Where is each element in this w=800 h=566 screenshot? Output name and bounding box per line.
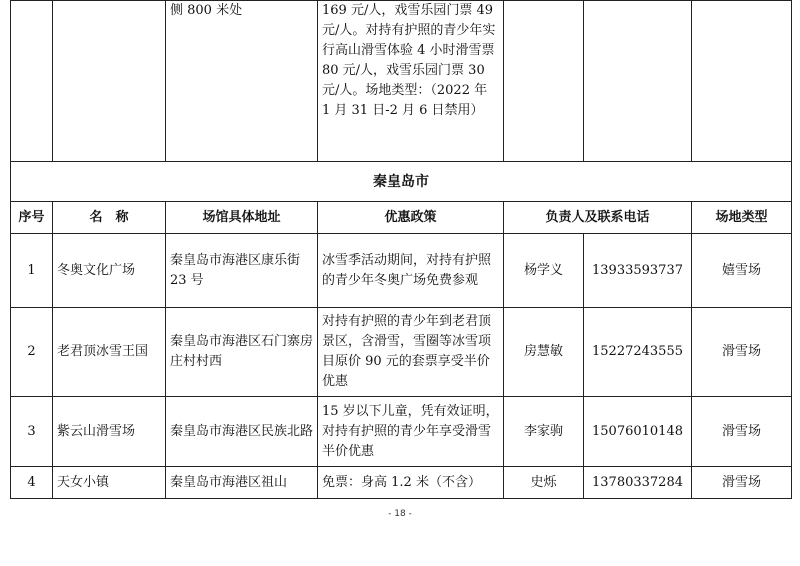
cell-name xyxy=(53,1,166,162)
cell-no xyxy=(11,1,53,162)
row-no: 2 xyxy=(11,308,53,397)
city-row xyxy=(11,162,792,202)
row-type: 滑雪场 xyxy=(692,397,792,467)
row-phone: 15076010148 xyxy=(584,397,692,467)
row-no: 1 xyxy=(11,234,53,308)
row-phone: 13780337284 xyxy=(584,467,692,499)
row-name: 老君顶冰雪王国 xyxy=(53,308,166,397)
continued-row xyxy=(11,1,792,162)
cell-person xyxy=(504,1,584,162)
row-no: 4 xyxy=(11,467,53,499)
row-person: 史烁 xyxy=(504,467,584,499)
table-row xyxy=(11,397,792,467)
header-name: 名 称 xyxy=(53,202,166,234)
row-address: 秦皇岛市海港区民族北路 xyxy=(166,397,318,467)
table-row xyxy=(11,467,792,499)
row-policy: 冰雪季活动期间，对持有护照的青少年冬奥广场免费参观 xyxy=(318,234,504,308)
cell-type xyxy=(692,1,792,162)
row-person: 杨学义 xyxy=(504,234,584,308)
header-policy: 优惠政策 xyxy=(318,202,504,234)
row-person: 李家驹 xyxy=(504,397,584,467)
row-type: 滑雪场 xyxy=(692,467,792,499)
city-title: 秦皇岛市 xyxy=(11,162,792,202)
table-row xyxy=(11,308,792,397)
cell-address: 侧 800 米处 xyxy=(166,1,318,162)
row-name: 天女小镇 xyxy=(53,467,166,499)
row-policy: 15 岁以下儿童，凭有效证明，对持有护照的青少年享受滑雪半价优惠 xyxy=(318,397,504,467)
header-type: 场地类型 xyxy=(692,202,792,234)
table-row xyxy=(11,234,792,308)
row-name: 紫云山滑雪场 xyxy=(53,397,166,467)
row-phone: 15227243555 xyxy=(584,308,692,397)
row-phone: 13933593737 xyxy=(584,234,692,308)
row-policy: 对持有护照的青少年到老君顶景区，含滑雪，雪圈等冰雪项目原价 90 元的套票享受半价优惠 xyxy=(318,308,504,397)
header-contact: 负责人及联系电话 xyxy=(504,202,692,234)
venue-table xyxy=(10,0,792,499)
row-name: 冬奥文化广场 xyxy=(53,234,166,308)
cell-phone xyxy=(584,1,692,162)
cell-policy: 169 元/人，戏雪乐园门票 49 元/人。对持有护照的青少年实行高山滑雪体验 4 小时滑雪票 80 元/人，戏雪乐园门票 30 元/人。场地类型：（2022 年 1 月 31 日-2 月 6 日禁用） xyxy=(318,1,504,162)
header-no: 序号 xyxy=(11,202,53,234)
row-address: 秦皇岛市海港区祖山 xyxy=(166,467,318,499)
row-no: 3 xyxy=(11,397,53,467)
row-person: 房慧敏 xyxy=(504,308,584,397)
header-address: 场馆具体地址 xyxy=(166,202,318,234)
page-number: - 18 - xyxy=(388,509,412,519)
row-address: 秦皇岛市海港区石门寨房庄村村西 xyxy=(166,308,318,397)
row-type: 滑雪场 xyxy=(692,308,792,397)
header-row xyxy=(11,202,792,234)
row-type: 嬉雪场 xyxy=(692,234,792,308)
row-address: 秦皇岛市海港区康乐街 23 号 xyxy=(166,234,318,308)
row-policy: 免票：身高 1.2 米（不含） xyxy=(318,467,504,499)
